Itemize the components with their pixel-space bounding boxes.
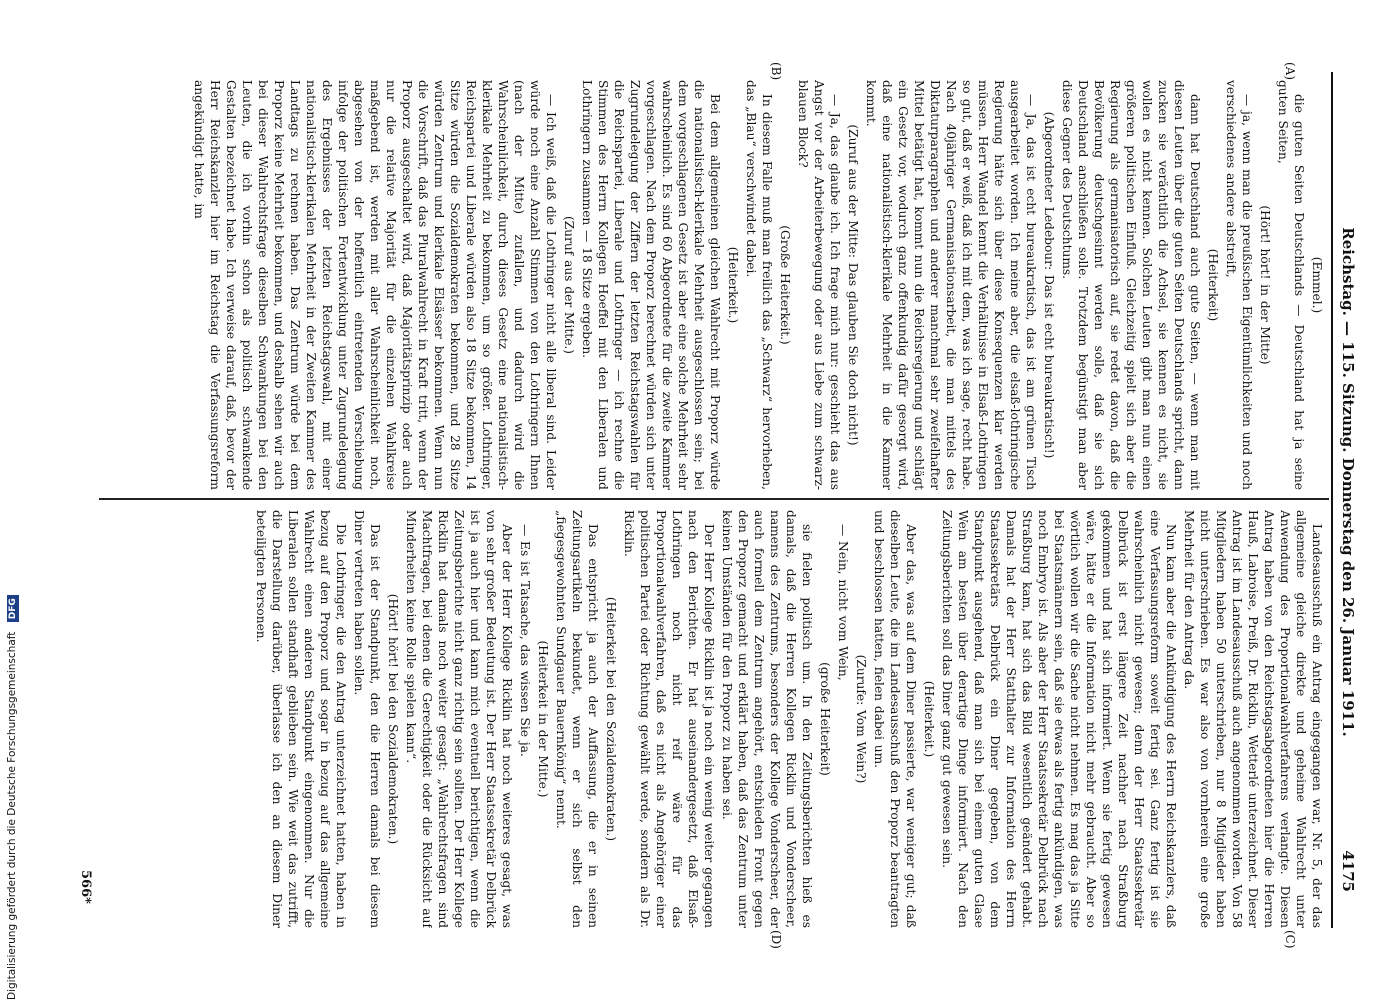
margin-note-a: (A)	[1283, 62, 1297, 81]
paragraph: — Nein, nicht vom Wein,	[836, 524, 850, 681]
margin-note-b: (B)	[769, 62, 783, 81]
paragraph: Aber das, was auf dem Diner passierte, war weniger gut; daß dieselben Leute, die im Landesausschuß den Proporz beantragten und beschlossen hatten, fielen dabei um.	[872, 510, 918, 928]
interjection: (Heiterkeit.)	[726, 246, 740, 324]
header-title: Reichstag. — 115. Sitzung. Donnerstag den 26. Januar 1911.	[1339, 227, 1357, 737]
interjection: (große Heiterkeit)	[818, 662, 832, 776]
right-column	[95, 510, 1325, 928]
page-number: 4175	[1339, 850, 1357, 892]
paragraph: Aber der Herr Kollege Ricklin hat noch weiteres gesagt, was von sehr großer Bedeutung ist. Der Herr Staatssekretär Delbrück ist ja auch hier und kann mich eventuell berichtigen, wenn die Zeitungsberichte nicht ganz richtig sein sollten. Der Herr Kollege Ricklin hat damals noch weiter gesagt: „Wahlrechtsfragen sind Machtfragen, bei denen die Gerechtigkeit oder die Rücksicht auf Minderheiten keine Rolle spielen kann“.	[404, 510, 514, 928]
margin-note-d: (D)	[769, 930, 783, 949]
digitization-note	[6, 595, 19, 1000]
speaker-name: (Emmel.)	[1310, 256, 1324, 314]
paragraph: Das entspricht ja auch der Auffassung, die er in seinen Zeitungsartikeln bekundet, wenn er sich selbst den „fiegesgewohnten Sundgauer Bauernkönig“ nennt.	[554, 510, 600, 928]
paragraph: Der Herr Kollege Ricklin ist ja noch ein wenig weiter gegangen nach den Berichten. Er hat auseinandergesetzt, daß Elsaß-Lothringen noch nicht reif wäre für das Proportionalwahlverfahren, daß es nicht als Angehöriger einer politischen Partei oder Richtung gewählt werde, sondern als Dr. Ricklin.	[622, 510, 716, 928]
left-column	[95, 80, 1325, 490]
interjection: (Heiterkeit in der Mitte.)	[536, 640, 550, 798]
interjection: (Hört! hört! bei den Sozialdemokraten.)	[386, 593, 400, 845]
paragraph: Die Lothringer, die den Antrag unterzeichnet hatten, haben in bezug auf den Proporz und sogar in bezug auf das allgemeine Wahlrecht einen anderen Standpunkt eingenommen. Nur die Liberalen sollen standhaft geblieben sein. Wie weit das zutrifft, die Darstellung darüber, überlasse ich den an diesem Diner beteiligten Personen.	[254, 510, 348, 928]
paragraph: die guten Seiten Deutschlands — Deutschland hat ja seine guten Seiten,	[1276, 80, 1306, 490]
dfg-logo: DFG	[7, 595, 19, 622]
paragraph: Das ist der Standpunkt, den die Herren damals bei diesem Diner vertreten haben sollen.	[352, 510, 382, 928]
paragraph: — Ja, das ist echt bureaukratisch, das ist am grünen Tisch ausgearbeitet worden. Ich meine aber, die elsaß-lothringische Regierung hätte sich über diese Konsequenzen klar werden müssen. Herr Wandel kennt die Verhältnisse in Elsaß-Lothringen so gut, daß er weiß, daß ich mit dem, was ich sage, recht habe. Nach 40jähriger Germanisationsarbeit, die man mittels des Diktaturparagraphen und anderer manchmal sehr zweifelhafter Mittel betätigt hat, kommt nun die Reichsregierung und schlägt ein Gesetz vor, wodurch ganz offenkundig dafür gesorgt wird, daß eine nationalistisch-klerikale Mehrheit in die Kammer kommt.	[864, 80, 1038, 490]
interjection: (Zuruf aus der Mitte.)	[562, 215, 576, 355]
paragraph: dann hat Deutschland auch gute Seiten, — wenn man mit diesen Leuten über die guten Seiten Deutschlands spricht, dann zucken sie verächtlich die Achsel, sie kennen es nicht, sie wollen es nicht kennen. Solchen Leuten gibt man nun einen größeren politischen Einfluß. Gleichzeitig spielt sich aber die Regierung als germanisatorisch auf, sie redet davon, daß die Bevölkerung deutschgesinnt werden solle, daß sie sich Deutschland anschließen solle. Trotzdem begünstigt man aber diese Gegner des Deutschtums.	[1060, 80, 1202, 490]
paragraph: — Ich weiß, daß die Lothringer nicht alle liberal sind. Leider würde noch eine Anzahl Stimmen von den Lothringern Ihnen (nach der Mitte) zufallen, und dadurch wird die Wahrscheinlichkeit, durch dieses Gesetz eine nationalistisch-klerikale Mehrheit zu bekommen, um so größer. Lothringer, Reichspartei und Liberale würden also 18 Sitze bekommen, 14 Sitze würden die Sozialdemokraten bekommen, und 28 Sitze würden Zentrum und klerikale Elsässer bekommen. Wenn nun die Vorschrift, daß das Pluralwahlrecht in Kraft tritt, wenn der Proporz ausgeschaltet wird, daß Majoritätsprinzip oder auch nur die relative Majorität für die einzelnen Wahlkreise maßgebend ist, werden mit aller Wahrscheinlichkeit noch, abgesehen von der hoffentlich eintretenden Verschiebung infolge der politischen Fortentwicklung unter Zugrundelegung des Ergebnisses der letzten Reichstagswahl, mit einer nationalistisch-klerikalen Mehrheit in der Zweiten Kammer des Landtags zu rechnen haben. Das Zentrum würde bei dem Proporz keine Mehrheit bekommen, und deshalb sehen wir auch bei dieser Wahlrechtsfrage dieselben Schwankungen bei den Leuten, die ich vorhin schon als politisch schwankende Gestalten bezeichnet habe. Ich verweise darauf, daß, bevor der Herr Reichskanzler hier im Reichstag die Verfassungsreform angekündigt hatte, im	[192, 80, 558, 490]
paragraph: — Ja, das glaube ich. Ich frage mich nur: geschieht das aus Angst vor der Arbeiterbewegung oder aus Liebe zum schwarz-blauen Block?	[796, 80, 842, 490]
interjection: (Große Heiterkeit.)	[778, 225, 792, 345]
interjection: (Hört! hört! in der Mitte)	[1258, 205, 1272, 365]
interjection: (Zurufe: Vom Wein?)	[854, 654, 868, 784]
interjection: (Heiterkeit)	[1206, 248, 1220, 322]
paragraph: Bei dem allgemeinen gleichen Wahlrecht mit Proporz würde die nationalistisch-klerikale Mehrheit ausgeschlossen sein; bei dem vorgeschlagenen Gesetz ist aber eine solche Mehrheit sehr wahrscheinlich. Es sind 60 Abgeordnete für die zweite Kammer vorgeschlagen. Nach dem Proporz berechnet würden sich unter Zugrundelegung der Ziffern der letzten Reichstagswahlen für die Reichspartei, Liberale und Lothringer — ich rechne die Stimmen des Herrn Kollegen Hoeffel mit den Liberalen und Lothringern zusammen — 18 Sitze ergeben.	[580, 80, 722, 490]
right-paragraphs	[253, 510, 1325, 928]
paragraph: Nun kam aber die Ankündigung des Herrn Reichskanzlers, daß eine Verfassungsreform soweit fertig sei. Ganz fertig ist sie wahrscheinlich nicht gewesen; denn der Herr Staatssekretär Delbrück ist erst längere Zeit nachher nach Straßburg gekommen und hat sich informiert. Wenn sie fertig gewesen wäre, hätte er die Information nicht mehr gebraucht. Aber so wörtlich wollen wir die Sache nicht nehmen. Es mag das ja Sitte bei Staatsmännern sein, daß sie etwas als fertig ankündigen, was noch Embryo ist. Als aber der Herr Staatssekretär Delbrück nach Straßburg kam, hat sich das Bild wesentlich geändert gehabt. Damals hat der Herr Statthalter zur Information des Herrn Staatssekretärs Delbrück ein Diner gegeben, von dem Standpunkt ausgehend, daß man sich bei einem guten Glase Wein am besten über derartige Dinge informiert. Nach den Zeitungsberichten soll das Diner ganz gut gewesen sein.	[940, 510, 1178, 928]
digitization-text: Digitalisierung gefördert durch die Deutsche Forschungsgemeinschaft	[6, 631, 18, 1000]
interjection: (Heiterkeit.)	[922, 680, 936, 758]
header-rule	[1331, 72, 1333, 928]
interjection: (Heiterkeit bei den Sozialdemokraten.)	[604, 596, 618, 842]
paragraph: Landesausschuß ein Antrag eingegangen war, Nr. 5, der das allgemeine gleiche direkte und geheime Wahlrecht unter Anwendung des Proportionalwahlverfahrens verlangte. Diesen Antrag haben von den Reichstagsabgeordneten hier die Herren Hauß, Labroise, Preiß, Dr. Ricklin, Wetterlé unterzeichnet. Dieser Antrag ist im Landesausschuß auch angenommen worden. Von 58 Mitgliedern haben 50 unterschrieben, nur 8 Mitglieder haben nicht unterschrieben. Es war also von vornherein eine große Mehrheit für den Antrag da.	[1182, 510, 1324, 928]
page-header	[1335, 72, 1357, 892]
paragraph: In diesem Falle muß man freilich das „Schwarz“ hervorheben, das „Blau“ verschwindet dabei.	[744, 80, 774, 490]
margin-note-c: (C)	[1283, 930, 1297, 949]
left-paragraphs	[191, 80, 1307, 490]
column-divider	[99, 498, 1329, 500]
page-signature: 566*	[78, 870, 93, 904]
paragraph: sie fielen politisch um. In den Zeitungsberichten hieß es damals, daß die Herren Kollegen Ricklin und Vonderscheer, namens des Zentrums, besonders der Kollege Vonderscheer, der auch formell dem Zentrum angehört, entschieden Front gegen den Proporz gemacht und erklärt haben, daß das Zentrum unter keinen Umständen für den Proporz zu haben sei.	[720, 510, 814, 928]
interjection: (Abgeordneter Ledebour: Das ist echt bureaukratisch!)	[1042, 111, 1056, 459]
paragraph: — ja, wenn man die preußischen Eigentümlichkeiten und noch verschiedenes andere abstreift,	[1224, 80, 1254, 490]
paragraph: — Es ist Tatsache, das wissen Sie ja.	[518, 524, 532, 757]
interjection: (Zuruf aus der Mitte: Das glauben Sie doch nicht!)	[846, 124, 860, 446]
